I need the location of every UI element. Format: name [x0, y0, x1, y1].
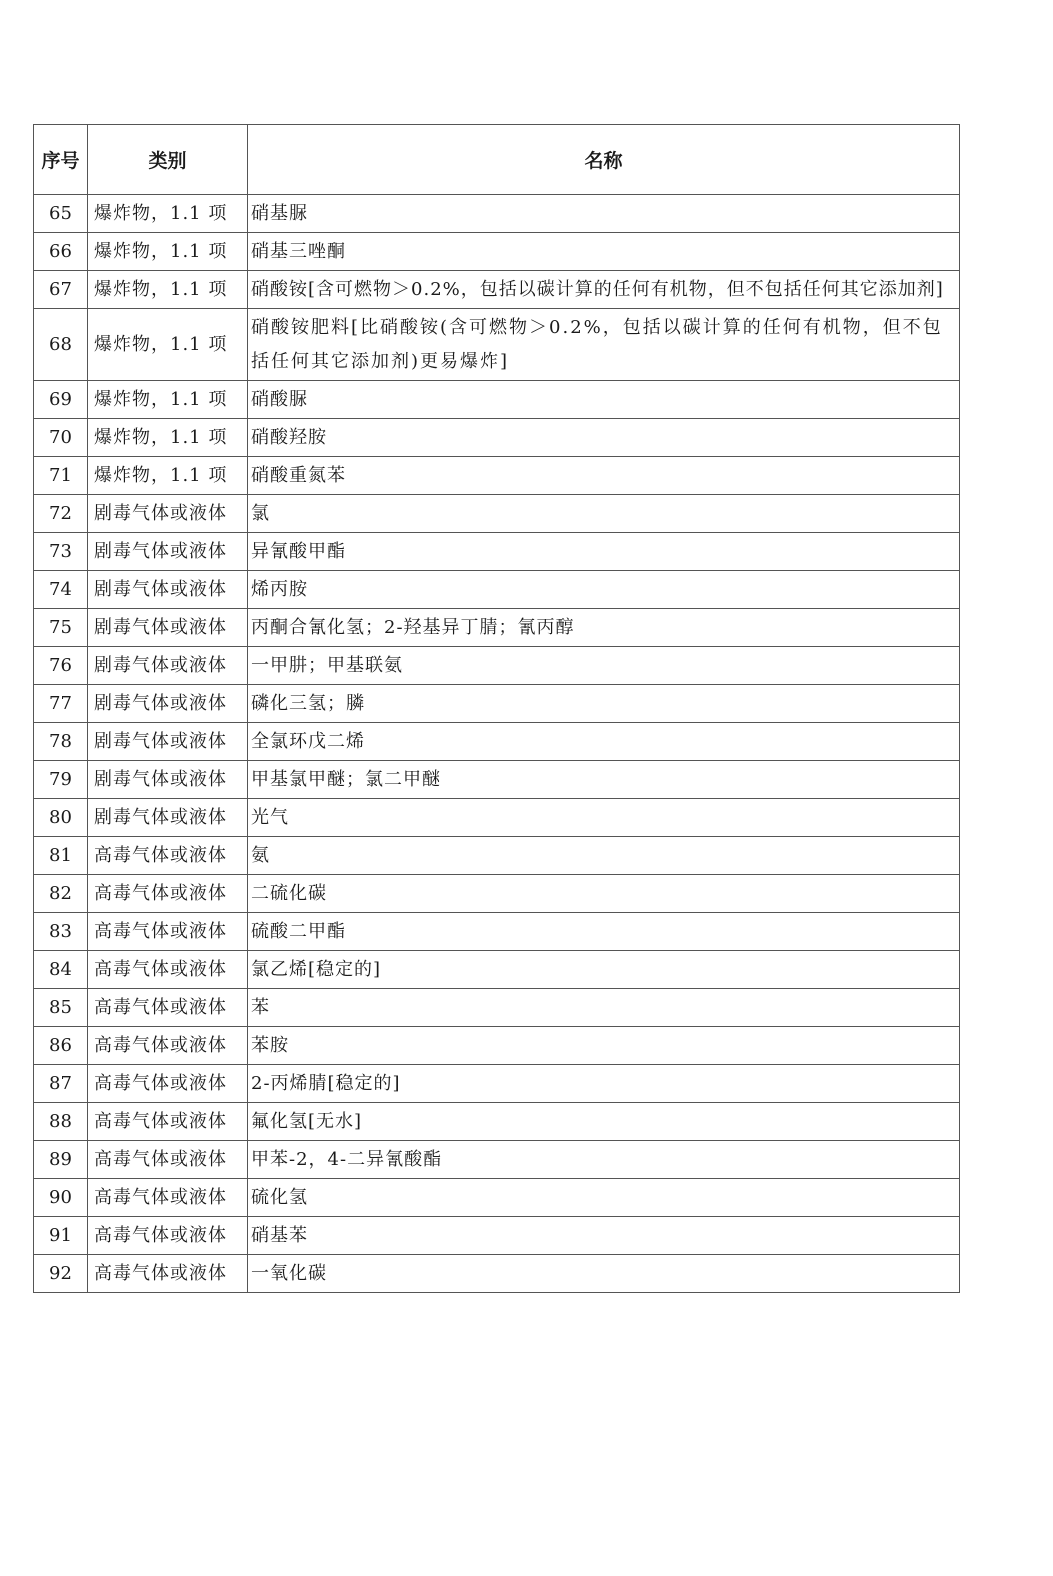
- row-serial-number: 65: [34, 195, 88, 233]
- table-row: [34, 647, 960, 685]
- row-category: 高毒气体或液体: [88, 989, 248, 1027]
- row-serial-number: 91: [34, 1217, 88, 1255]
- row-serial-number: 70: [34, 419, 88, 457]
- table-row: [34, 799, 960, 837]
- row-chemical-name: 苯: [248, 989, 960, 1027]
- row-chemical-name: 氟化氢[无水]: [248, 1103, 960, 1141]
- table-row: [34, 875, 960, 913]
- row-chemical-name: 一甲肼；甲基联氨: [248, 647, 960, 685]
- row-chemical-name: 甲苯-2，4-二异氰酸酯: [248, 1141, 960, 1179]
- table-row: [34, 195, 960, 233]
- row-category: 剧毒气体或液体: [88, 495, 248, 533]
- table-row: [34, 1065, 960, 1103]
- row-chemical-name: 硝基三唑酮: [248, 233, 960, 271]
- table-row: [34, 951, 960, 989]
- table-row: [34, 309, 960, 381]
- header-category: 类别: [88, 125, 248, 195]
- row-category: 高毒气体或液体: [88, 1065, 248, 1103]
- row-chemical-name: 硝酸铵[含可燃物＞0.2%，包括以碳计算的任何有机物，但不包括任何其它添加剂]: [248, 271, 960, 309]
- row-category: 剧毒气体或液体: [88, 761, 248, 799]
- row-serial-number: 87: [34, 1065, 88, 1103]
- row-category: 高毒气体或液体: [88, 913, 248, 951]
- table-row: [34, 457, 960, 495]
- row-category: 爆炸物，1.1 项: [88, 309, 248, 381]
- row-chemical-name: 硝酸羟胺: [248, 419, 960, 457]
- row-serial-number: 88: [34, 1103, 88, 1141]
- row-category: 高毒气体或液体: [88, 1255, 248, 1293]
- row-serial-number: 84: [34, 951, 88, 989]
- row-chemical-name: 硝基脲: [248, 195, 960, 233]
- row-chemical-name: 烯丙胺: [248, 571, 960, 609]
- row-chemical-name: 硝酸脲: [248, 381, 960, 419]
- header-serial-number: 序号: [34, 125, 88, 195]
- row-category: 爆炸物，1.1 项: [88, 195, 248, 233]
- row-serial-number: 67: [34, 271, 88, 309]
- row-category: 爆炸物，1.1 项: [88, 233, 248, 271]
- row-serial-number: 89: [34, 1141, 88, 1179]
- table-row: [34, 609, 960, 647]
- row-serial-number: 69: [34, 381, 88, 419]
- table-row: [34, 761, 960, 799]
- row-serial-number: 71: [34, 457, 88, 495]
- table-row: [34, 1217, 960, 1255]
- row-serial-number: 85: [34, 989, 88, 1027]
- table-row: [34, 1179, 960, 1217]
- table-row: [34, 989, 960, 1027]
- table-row: [34, 837, 960, 875]
- row-serial-number: 92: [34, 1255, 88, 1293]
- table-row: [34, 723, 960, 761]
- row-chemical-name: 硫酸二甲酯: [248, 913, 960, 951]
- table-row: [34, 1103, 960, 1141]
- row-chemical-name: 光气: [248, 799, 960, 837]
- hazardous-chemicals-table: [33, 124, 960, 1293]
- row-chemical-name: 甲基氯甲醚；氯二甲醚: [248, 761, 960, 799]
- table-row: [34, 1141, 960, 1179]
- row-serial-number: 68: [34, 309, 88, 381]
- table-row: [34, 233, 960, 271]
- table-row: [34, 1255, 960, 1293]
- row-serial-number: 90: [34, 1179, 88, 1217]
- row-category: 爆炸物，1.1 项: [88, 271, 248, 309]
- row-serial-number: 83: [34, 913, 88, 951]
- header-name: 名称: [248, 125, 960, 195]
- row-serial-number: 77: [34, 685, 88, 723]
- row-chemical-name: 苯胺: [248, 1027, 960, 1065]
- table-row: [34, 271, 960, 309]
- row-serial-number: 72: [34, 495, 88, 533]
- row-chemical-name: 全氯环戊二烯: [248, 723, 960, 761]
- row-category: 高毒气体或液体: [88, 1027, 248, 1065]
- row-category: 高毒气体或液体: [88, 1103, 248, 1141]
- table-row: [34, 1027, 960, 1065]
- table-row: [34, 381, 960, 419]
- row-category: 高毒气体或液体: [88, 1217, 248, 1255]
- row-category: 爆炸物，1.1 项: [88, 457, 248, 495]
- row-category: 高毒气体或液体: [88, 837, 248, 875]
- row-chemical-name: 氨: [248, 837, 960, 875]
- row-serial-number: 81: [34, 837, 88, 875]
- table-row: [34, 685, 960, 723]
- row-serial-number: 82: [34, 875, 88, 913]
- table-body: [34, 195, 960, 1293]
- row-chemical-name: 硫化氢: [248, 1179, 960, 1217]
- row-serial-number: 74: [34, 571, 88, 609]
- row-chemical-name: 硝酸重氮苯: [248, 457, 960, 495]
- row-category: 剧毒气体或液体: [88, 723, 248, 761]
- row-serial-number: 73: [34, 533, 88, 571]
- row-category: 高毒气体或液体: [88, 951, 248, 989]
- table-row: [34, 533, 960, 571]
- row-category: 剧毒气体或液体: [88, 571, 248, 609]
- row-category: 剧毒气体或液体: [88, 799, 248, 837]
- row-serial-number: 66: [34, 233, 88, 271]
- row-chemical-name: 异氰酸甲酯: [248, 533, 960, 571]
- row-serial-number: 86: [34, 1027, 88, 1065]
- row-serial-number: 76: [34, 647, 88, 685]
- row-chemical-name: 硝基苯: [248, 1217, 960, 1255]
- row-chemical-name: 氯乙烯[稳定的]: [248, 951, 960, 989]
- row-chemical-name: 2-丙烯腈[稳定的]: [248, 1065, 960, 1103]
- row-category: 高毒气体或液体: [88, 1141, 248, 1179]
- row-category: 剧毒气体或液体: [88, 647, 248, 685]
- row-chemical-name: 一氧化碳: [248, 1255, 960, 1293]
- row-category: 剧毒气体或液体: [88, 533, 248, 571]
- row-category: 剧毒气体或液体: [88, 609, 248, 647]
- row-serial-number: 78: [34, 723, 88, 761]
- row-chemical-name: 二硫化碳: [248, 875, 960, 913]
- row-category: 高毒气体或液体: [88, 875, 248, 913]
- row-chemical-name: 氯: [248, 495, 960, 533]
- table-row: [34, 913, 960, 951]
- table-row: [34, 495, 960, 533]
- row-serial-number: 79: [34, 761, 88, 799]
- row-serial-number: 80: [34, 799, 88, 837]
- row-category: 爆炸物，1.1 项: [88, 381, 248, 419]
- table-header-row: [34, 125, 960, 195]
- row-chemical-name: 磷化三氢；膦: [248, 685, 960, 723]
- row-chemical-name: 丙酮合氰化氢；2-羟基异丁腈；氰丙醇: [248, 609, 960, 647]
- row-serial-number: 75: [34, 609, 88, 647]
- row-chemical-name: 硝酸铵肥料[比硝酸铵(含可燃物＞0.2%，包括以碳计算的任何有机物，但不包括任何其它添加剂)更易爆炸]: [248, 309, 960, 381]
- row-category: 爆炸物，1.1 项: [88, 419, 248, 457]
- table-row: [34, 571, 960, 609]
- row-category: 高毒气体或液体: [88, 1179, 248, 1217]
- row-category: 剧毒气体或液体: [88, 685, 248, 723]
- table-row: [34, 419, 960, 457]
